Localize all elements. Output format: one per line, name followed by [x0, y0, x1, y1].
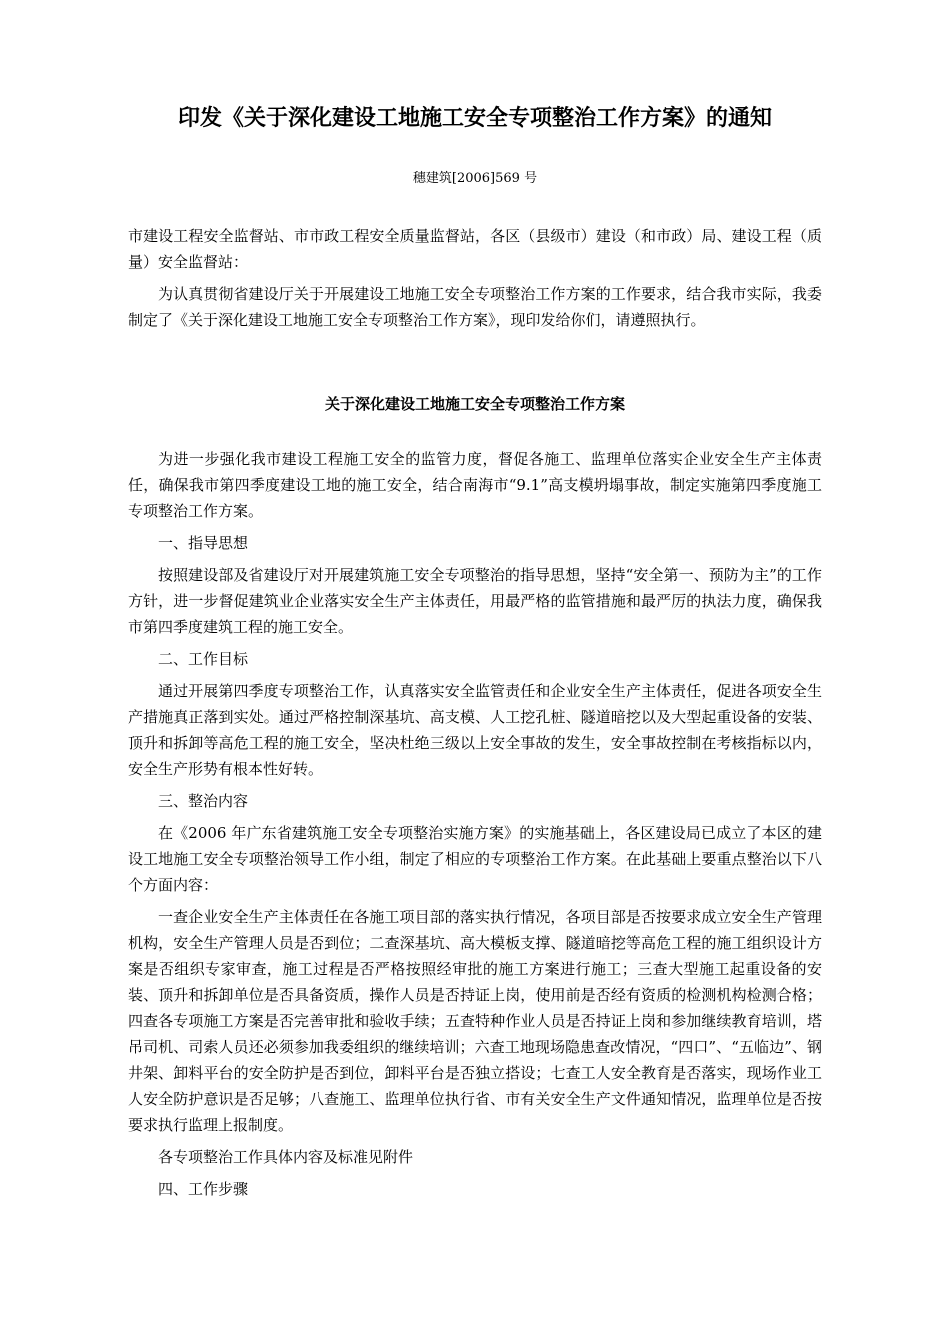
section-paragraph-goals: 通过开展第四季度专项整治工作，认真落实安全监管责任和企业安全生产主体责任，促进各项安全生产措施真正落到实处。通过严格控制深基坑、高支模、人工挖孔桩、隧道暗挖以及大型起重设备的安装、顶升和拆卸等高危工程的施工安全，坚决杜绝三级以上安全事故的发生，安全事故控制在考核指标以内，安全生产形势有根本性好转。 [128, 682, 822, 778]
section-paragraph-content-3: 各专项整治工作具体内容及标准见附件 [158, 1148, 414, 1166]
section-paragraph-content-1: 在《2006 年广东省建筑施工安全专项整治实施方案》的实施基础上，各区建设局已成立了本区的建设工地施工安全专项整治领导工作小组，制定了相应的专项整治工作方案。在此基础上要重点整治以下八个方面内容： [128, 824, 822, 894]
section-paragraph-content-2: 一查企业安全生产主体责任在各施工项目部的落实执行情况，各项目部是否按要求成立安全生产管理机构，安全生产管理人员是否到位；二查深基坑、高大模板支撑、隧道暗挖等高危工程的施工组织设计方案是否组织专家审查，施工过程是否严格按照经审批的施工方案进行施工；三查大型施工起重设备的安装、顶升和拆卸单位是否具备资质，操作人员是否持证上岗，使用前是否经有资质的检测机构检测合格；四查各专项施工方案是否完善审批和验收手续；五查特种作业人员是否持证上岗和参加继续教育培训，塔吊司机、司索人员还必须参加我委组织的继续培训；六查工地现场隐患查改情况，“四口”、“五临边”、钢井架、卸料平台的安全防护是否到位，卸料平台是否独立搭设；七查工人安全教育是否落实，现场作业工人安全防护意识是否足够；八查施工、监理单位执行省、市有关安全生产文件通知情况，监理单位是否按要求执行监理上报制度。 [128, 908, 822, 1134]
plan-title: 关于深化建设工地施工安全专项整治工作方案 [324, 395, 625, 413]
preface-paragraph: 为认真贯彻省建设厅关于开展建设工地施工安全专项整治工作方案的工作要求，结合我市实际，我委制定了《关于深化建设工地施工安全专项整治工作方案》，现印发给你们，请遵照执行。 [128, 285, 822, 329]
plan-content [128, 446, 822, 1208]
addressee-paragraph: 市建设工程安全监督站、市市政工程安全质量监督站，各区（县级市）建设（和市政）局、建设工程（质量）安全监督站： [128, 227, 822, 271]
intro-paragraph: 为进一步强化我市建设工程施工安全的监管力度，督促各施工、监理单位落实企业安全生产主体责任，确保我市第四季度建设工地的施工安全，结合南海市“9.1”高支模坍塌事故，制定实施第四季度施工专项整治工作方案。 [128, 450, 822, 520]
section-paragraph-guiding-ideas: 按照建设部及省建设厅对开展建筑施工安全专项整治的指导思想，坚持“安全第一、预防为主”的工作方针，进一步督促建筑业企业落实安全生产主体责任，用最严格的监管措施和最严厉的执法力度，确保我市第四季度建筑工程的施工安全。 [128, 566, 822, 636]
section-heading-goals: 二、工作目标 [158, 650, 249, 668]
section-heading-guiding-ideas: 一、指导思想 [158, 534, 249, 552]
section-heading-content: 三、整治内容 [158, 792, 249, 810]
document-number: 穗建筑[2006]569 号 [412, 171, 538, 186]
document-title: 印发《关于深化建设工地施工安全专项整治工作方案》的通知 [177, 105, 772, 131]
section-heading-steps: 四、工作步骤 [158, 1180, 249, 1198]
